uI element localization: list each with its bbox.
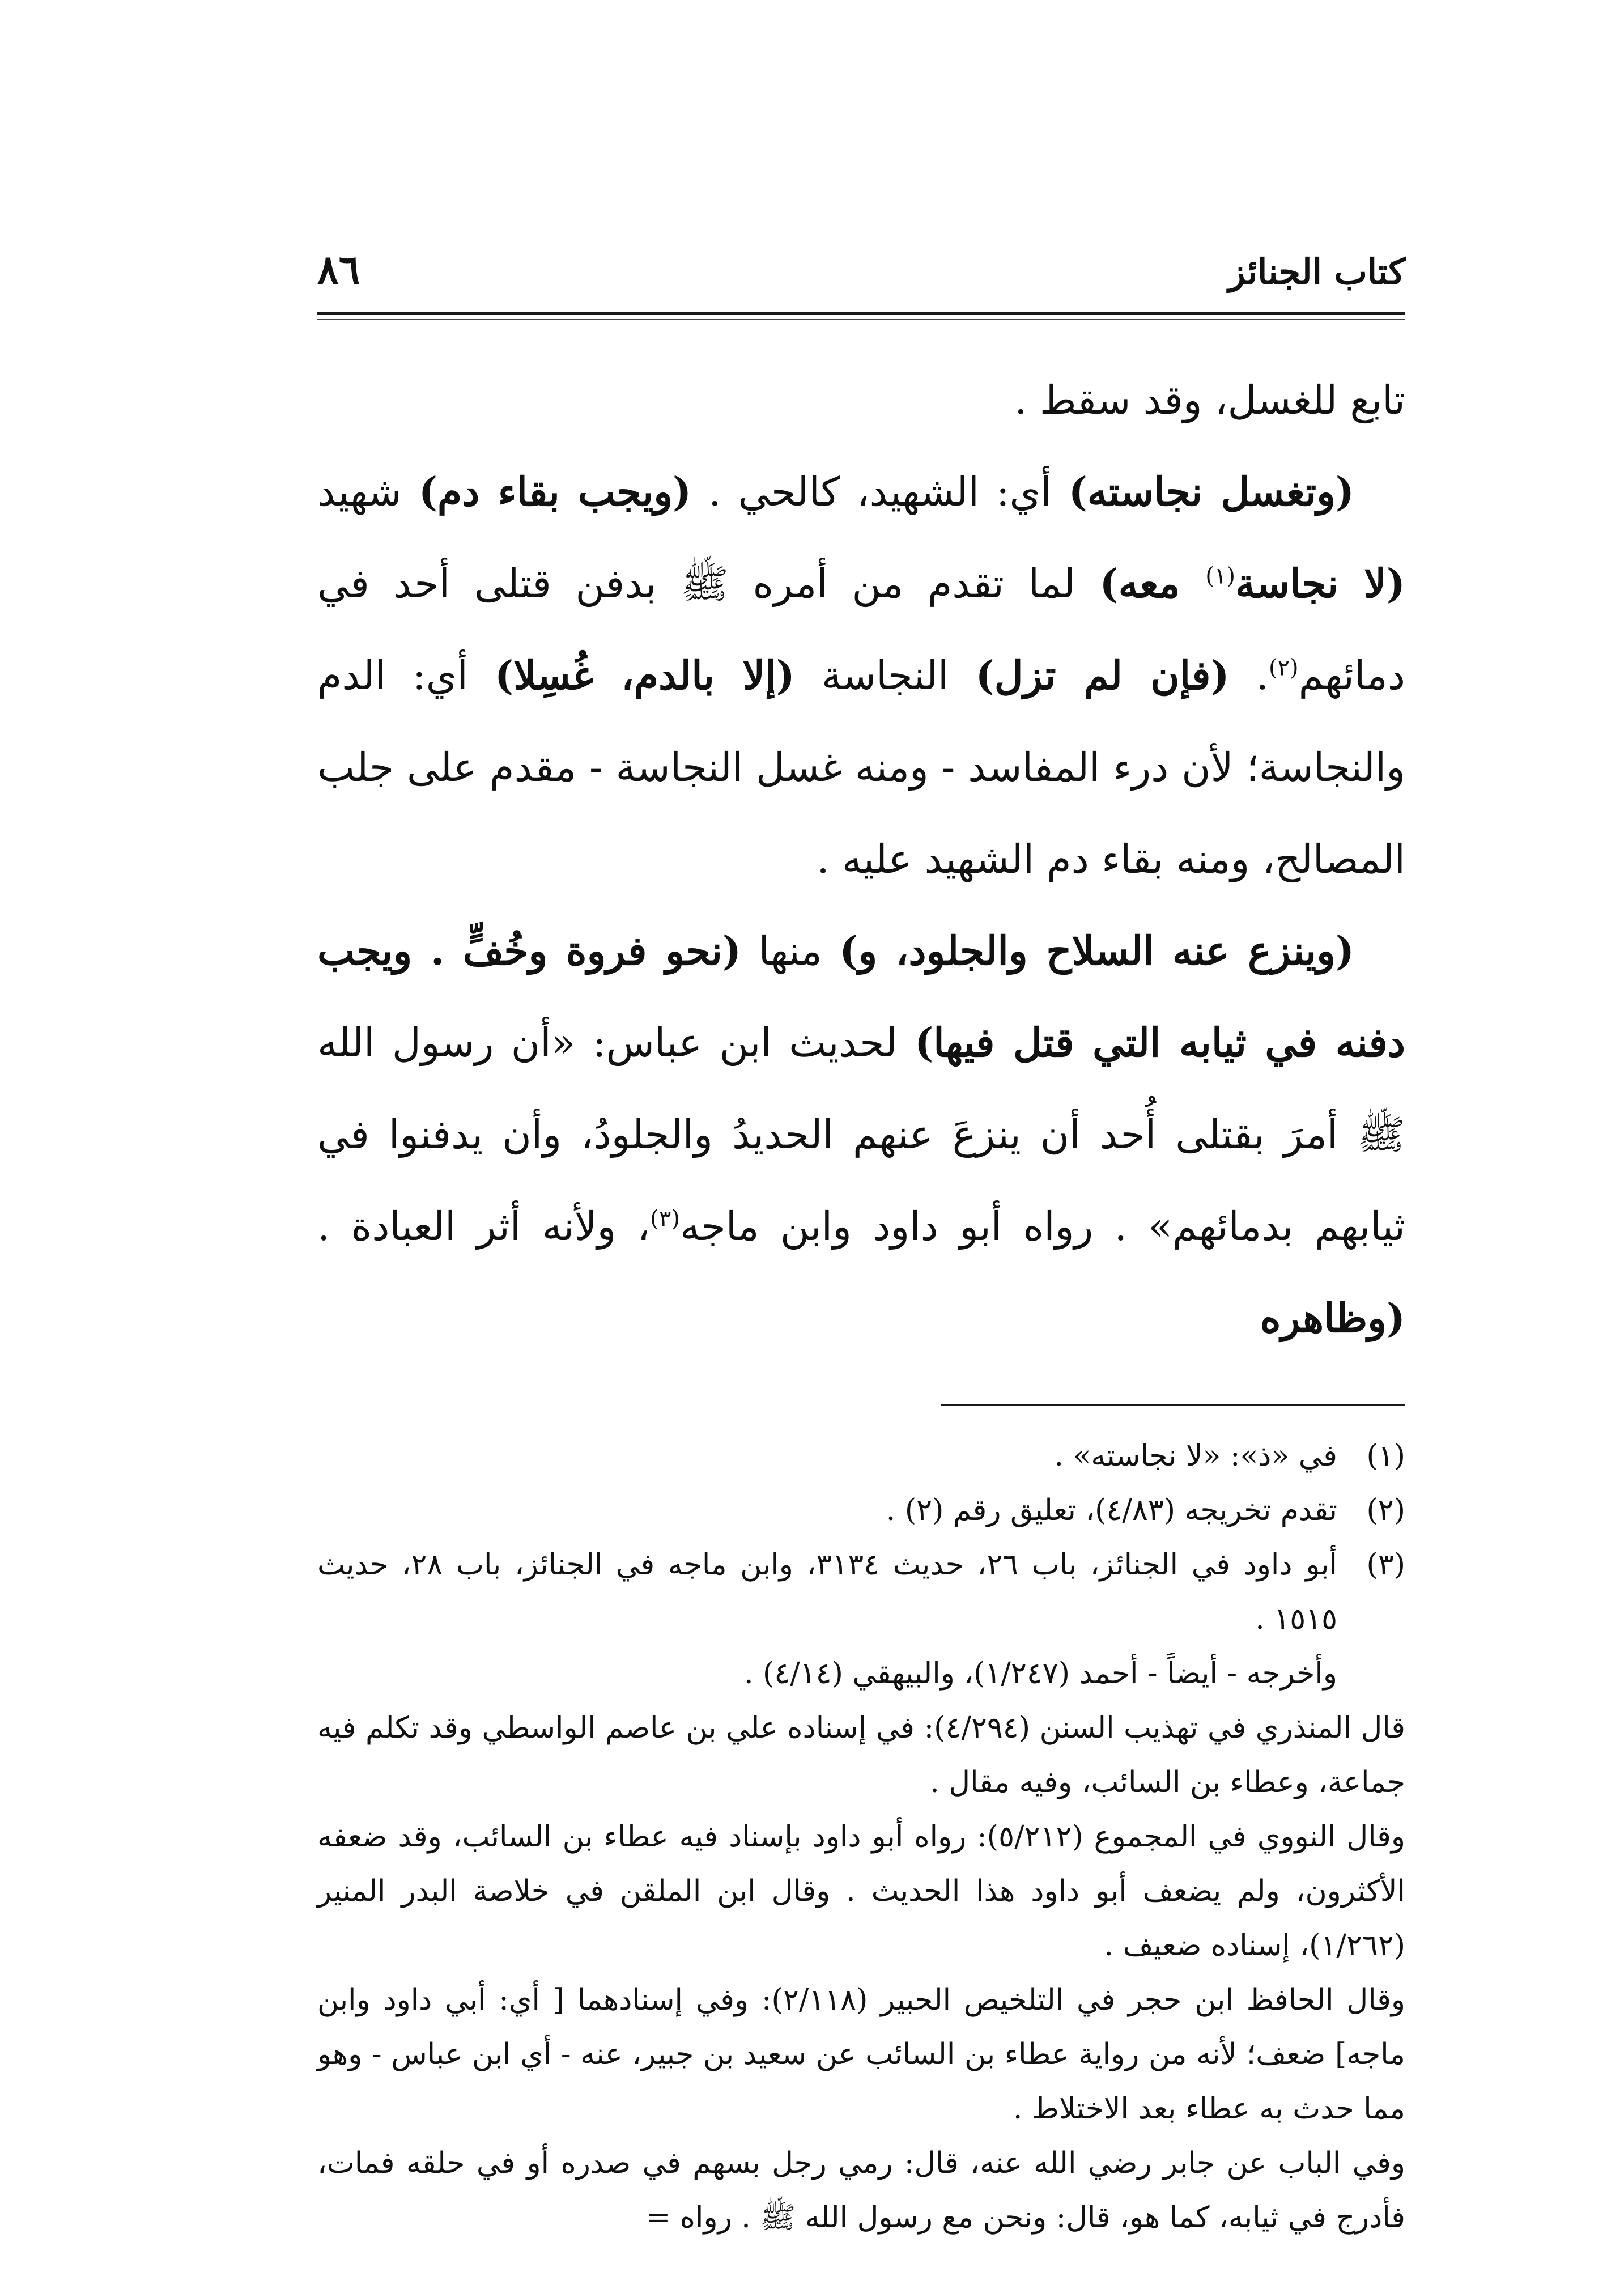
footnote-1-text: في «ذ»: «لا نجاسته» .: [1054, 1439, 1337, 1473]
main-text: [317, 354, 1405, 1364]
footnote-2-text: تقدم تخريجه (٤/٨٣)، تعليق رقم (٢) .: [886, 1493, 1337, 1527]
p2-text-1: أي: الشهيد، كالحي .: [691, 469, 1069, 515]
p2-bold-5: (فإن لم تزل): [975, 652, 1230, 699]
p2-text-6: أي: الدم والنجاسة؛ لأن درء المفاسد - ومنه غسل النجاسة - مقدم على جلب المصالح، ومنه بقاء دم الشهيد عليه .: [317, 652, 1405, 882]
paragraph-1-text: تابع للغسل، وقد سقط .: [1014, 377, 1405, 423]
p3-text-1: منها: [741, 928, 840, 974]
running-header: [317, 244, 1405, 306]
p3-text-3: ، ولأنه أثر العبادة .: [317, 1203, 651, 1250]
p2-text-2: شهيد: [317, 469, 419, 515]
footnote-ref-2: (٢): [1268, 655, 1299, 681]
footnote-separator: [941, 1404, 1405, 1406]
paragraph-2: [317, 446, 1405, 905]
footnote-3-line-4: وقال النووي في المجموع (٥/٢١٢): رواه أبو داود بإسناد فيه عطاء بن السائب، وقد ضعفه الأكثرون، ولم يضعف أبو داود هذا الحديث . وقال ابن الملقن في خلاصة البدر المنير (١/٢٦٢)، إسناده ضعيف .: [317, 1820, 1405, 1963]
p3-bold-2: (نحو فروة وخُفٍّ . ويجب دفنه في ثيابه التي قتل فيها): [317, 927, 1406, 1066]
footnote-ref-1: (١): [1205, 563, 1235, 589]
footnote-1: [317, 1429, 1405, 1483]
footnotes: [317, 1429, 1405, 2245]
p3-text-2: لحديث ابن عباس: «أن رسول الله ﷺ أمرَ بقتلى أُحد أن ينزعَ عنهم الحديدُ والجلودُ، وأن يدفنوا في ثيابهم بدمائهم» . رواه أبو داود وابن ماجه: [317, 1020, 1405, 1250]
p3-bold-3: (وظاهره: [1260, 1294, 1405, 1341]
footnote-1-number: (١): [1366, 1439, 1405, 1473]
p2-bold-3: (لا نجاسة: [1235, 560, 1405, 607]
footnote-3-text: أبو داود في الجنائز، باب ٢٦، حديث ٣١٣٤، وابن ماجه في الجنائز، باب ٢٨، حديث ١٥١٥ .: [317, 1548, 1337, 1636]
p3-bold-1: (وينزع عنه السلاح والجلود، و): [839, 927, 1355, 974]
header-rule-thin: [317, 319, 1405, 320]
footnote-3-line-5: وقال الحافظ ابن حجر في التلخيص الحبير (٢/١١٨): وفي إسنادهما [ أي: أبي داود وابن ماجه] ضعف؛ لأنه من رواية عطاء بن السائب عن سعيد بن جبير، عنه - أي ابن عباس - وهو مما حدث به عطاء بعد الاختلاط .: [317, 1983, 1406, 2126]
p2-bold-4: معه): [1099, 560, 1206, 607]
footnote-3: [317, 1538, 1405, 1701]
footnote-3-line-2: وأخرجه - أيضاً - أحمد (١/٢٤٧)، والبيهقي (٤/١٤) .: [743, 1657, 1337, 1691]
p2-text-4: .: [1229, 652, 1269, 699]
footnote-3-number: (٣): [1366, 1548, 1405, 1582]
page-number: ٨٦: [317, 246, 360, 293]
paragraph-1: [317, 354, 1405, 446]
book-page: [317, 244, 1406, 2235]
footnote-ref-3: (٣): [650, 1205, 680, 1232]
footnote-2-number: (٢): [1366, 1493, 1405, 1527]
p2-bold-2: (ويجب بقاء دم): [418, 468, 692, 515]
book-title: كتاب الجنائز: [1228, 251, 1405, 292]
p2-bold-1: (وتغسل نجاسته): [1068, 468, 1354, 515]
footnote-3-line-6: وفي الباب عن جابر رضي الله عنه، قال: رمي رجل بسهم في صدره أو في حلقه فمات، فأدرج في ثيابه، كما هو، قال: ونحن مع رسول الله ﷺ . رواه =: [317, 2146, 1405, 2235]
footnote-2: [317, 1483, 1405, 1538]
header-rule: [317, 312, 1405, 315]
paragraph-3: [317, 905, 1405, 1364]
p2-text-5: النجاسة: [794, 652, 976, 699]
footnote-3-line-3: قال المنذري في تهذيب السنن (٤/٢٩٤): في إسناده علي بن عاصم الواسطي وقد تكلم فيه جماعة، وعطاء بن السائب، وفيه مقال .: [317, 1711, 1405, 1799]
p2-text-3: لما تقدم من أمره ﷺ بدفن قتلى أحد في دمائهم: [317, 560, 1405, 699]
p2-bold-6: (إلا بالدم، غُسِلا): [494, 652, 795, 699]
